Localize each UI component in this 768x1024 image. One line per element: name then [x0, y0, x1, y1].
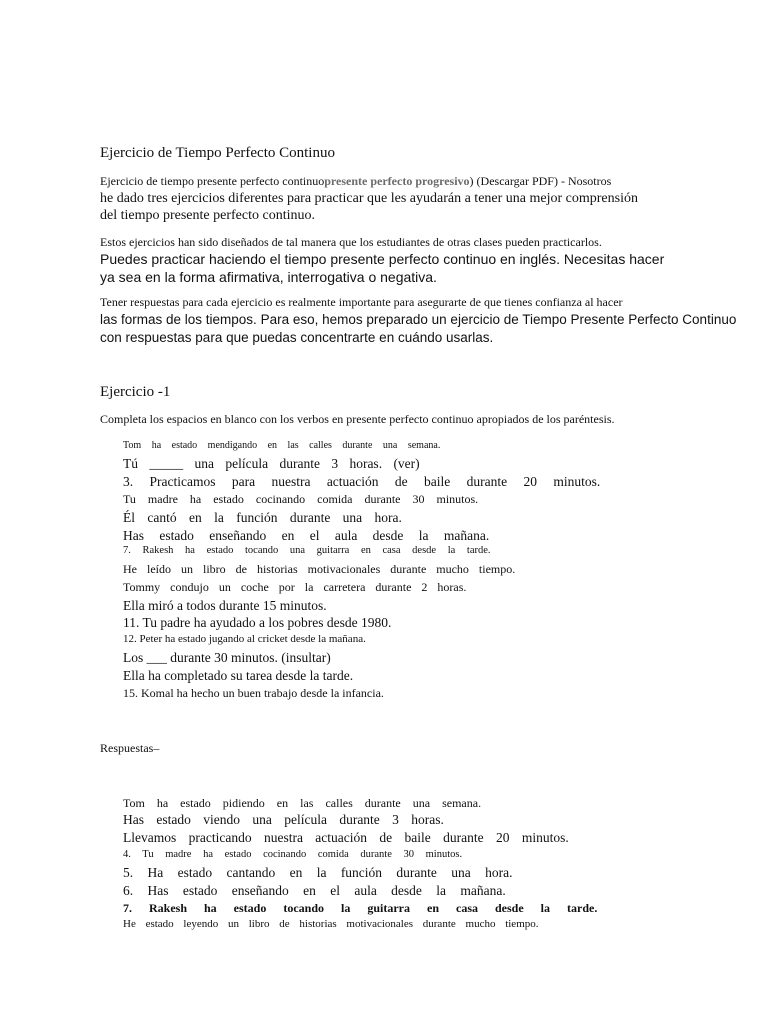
exercise-item: Ella miró a todos durante 15 minutos.	[123, 598, 327, 613]
exercise-item: Ella ha completado su tarea desde la tarde.	[123, 668, 354, 683]
exercise-item: 7. Rakesh ha estado tocando una guitarra en casa desde la tarde.	[123, 545, 491, 556]
exercise-item: 3. Practicamos para nuestra actuación de baile durante 20 minutos.	[123, 474, 601, 489]
exercise-instruction: Completa los espacios en blanco con los verbos en presente perfecto continuo apropiados de los paréntesis.	[100, 412, 615, 426]
intro-p2-line2: Puedes practicar haciendo el tiempo presente perfecto continuo en inglés. Necesitas hacer	[100, 251, 665, 267]
intro-p1-link[interactable]: presente perfecto progresivo	[324, 174, 470, 188]
intro-p1-line2: he dado tres ejercicios diferentes para practicar que les ayudarán a tener una mejor comprensión	[100, 191, 638, 206]
exercise-item: 15. Komal ha hecho un buen trabajo desde la infancia.	[123, 686, 384, 700]
exercise-item: 12. Peter ha estado jugando al cricket desde la mañana.	[123, 633, 366, 645]
exercise-item: Tommy condujo un coche por la carretera durante 2 horas.	[123, 580, 467, 594]
intro-p1-prefix: Ejercicio de tiempo presente perfecto continuo	[100, 174, 325, 188]
intro-p1-suffix: ) (Descargar PDF) - Nosotros	[469, 174, 612, 188]
answer-item: 5. Ha estado cantando en la función durante una hora.	[123, 865, 513, 880]
answer-item: Tom ha estado pidiendo en las calles durante una semana.	[123, 796, 482, 810]
answers-heading: Respuestas–	[100, 741, 160, 755]
intro-p3-line3: con respuestas para que puedas concentrarte en cuándo usarlas.	[100, 330, 494, 345]
exercise-item: 11. Tu padre ha ayudado a los pobres desde 1980.	[123, 615, 392, 630]
intro-p2-line1: Estos ejercicios han sido diseñados de tal manera que los estudiantes de otras clases pueden practicarlos.	[100, 235, 602, 249]
answer-item: 6. Has estado enseñando en el aula desde la mañana.	[123, 883, 506, 898]
answer-item: Has estado viendo una película durante 3 horas.	[123, 812, 444, 827]
exercise-item: Los ___ durante 30 minutos. (insultar)	[123, 650, 331, 665]
intro-p1-line1	[100, 174, 611, 189]
intro-p3-line2: las formas de los tiempos. Para eso, hemos preparado un ejercicio de Tiempo Presente Perfecto Continuo	[100, 312, 737, 327]
exercise-heading: Ejercicio -1	[100, 384, 171, 400]
exercise-item: Has estado enseñando en el aula desde la mañana.	[123, 528, 490, 543]
answer-item: 4. Tu madre ha estado cocinando comida durante 30 minutos.	[123, 849, 463, 860]
intro-p2-line3: ya sea en la forma afirmativa, interrogativa o negativa.	[100, 269, 437, 285]
document-title: Ejercicio de Tiempo Perfecto Continuo	[100, 145, 335, 161]
answer-item: Llevamos practicando nuestra actuación de baile durante 20 minutos.	[123, 830, 569, 845]
answer-item: 7. Rakesh ha estado tocando la guitarra en casa desde la tarde.	[123, 901, 598, 915]
exercise-item: Tom ha estado mendigando en las calles durante una semana.	[123, 440, 441, 451]
exercise-item: Él cantó en la función durante una hora.	[123, 510, 402, 525]
intro-p1-line3: del tiempo presente perfecto continuo.	[100, 208, 315, 223]
exercise-item: Tu madre ha estado cocinando comida durante 30 minutos.	[123, 492, 479, 506]
exercise-item: Tú _____ una película durante 3 horas. (ver)	[123, 456, 420, 471]
exercise-item: He leído un libro de historias motivacionales durante mucho tiempo.	[123, 562, 516, 576]
answer-item: He estado leyendo un libro de historias motivacionales durante mucho tiempo.	[123, 918, 539, 930]
intro-p3-line1: Tener respuestas para cada ejercicio es realmente importante para asegurarte de que tienes confianza al hacer	[100, 295, 623, 309]
